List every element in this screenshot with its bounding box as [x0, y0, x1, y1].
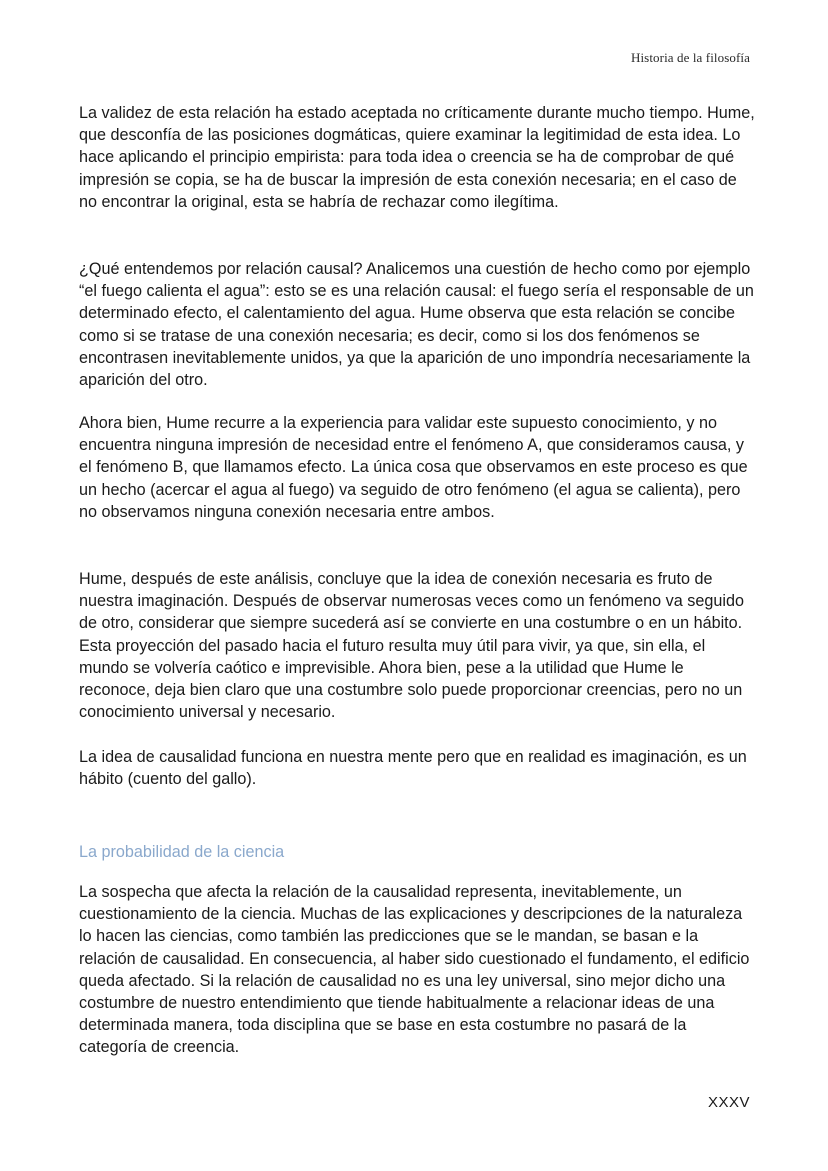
paragraph: Ahora bien, Hume recurre a la experiencia para validar este supuesto conocimiento, y no encuentra ninguna impresión de necesidad entre el fenómeno A, que consideramos causa, y el fenómeno B, que llamamos efecto. La única cosa que observamos en este proceso es que un hecho (acercar el agua al fuego) va seguido de otro fenómeno (el agua se calienta), pero no observamos ninguna conexión necesaria entre ambos.	[79, 414, 748, 521]
paragraph: La validez de esta relación ha estado aceptada no críticamente durante mucho tiempo. Hume, que desconfía de las posiciones dogmáticas, quiere examinar la legitimidad de esta idea. Lo hace aplicando el principio empirista: para toda idea o creencia se ha de comprobar de qué impresión se copia, se ha de buscar la impresión de esta conexión necesaria; en el caso de no encontrar la original, esta se habría de rechazar como ilegítima.	[79, 104, 755, 211]
running-header: Historia de la filosofía	[630, 50, 750, 65]
paragraph: ¿Qué entendemos por relación causal? Analicemos una cuestión de hecho como por ejemplo “el fuego calienta el agua”: esto se es una relación causal: el fuego sería el responsable de un determinado efecto, el calentamiento del agua. Hume observa que esta relación se concibe como si se tratase de una conexión necesaria; es decir, como si los dos fenómenos se encontrasen inevitablemente unidos, ya que la aparición de uno impondría necesariamente la aparición del otro.	[79, 260, 754, 390]
paragraph: La idea de causalidad funciona en nuestra mente pero que en realidad es imaginación, es un hábito (cuento del gallo).	[79, 748, 747, 789]
section-paragraph: La sospecha que afecta la relación de la causalidad representa, inevitablemente, un cuestionamiento de la ciencia. Muchas de las explicaciones y descripciones de la naturaleza lo hacen las ciencias, como también las predicciones que se le mandan, se basan e la relación de causalidad. En consecuencia, al haber sido cuestionado el fundamento, el edificio queda afectado. Si la relación de causalidad no es una ley universal, sino mejor dicho una costumbre de nuestro entendimiento que tiende habitualmente a relacionar ideas de una determinada manera, toda disciplina que se base en esta costumbre no pasará de la categoría de creencia.	[79, 883, 750, 1057]
section-heading: La probabilidad de la ciencia	[79, 843, 285, 861]
page-number: XXXV	[707, 1094, 750, 1111]
paragraph: Hume, después de este análisis, concluye que la idea de conexión necesaria es fruto de nuestra imaginación. Después de observar numerosas veces como un fenómeno va seguido de otro, considerar que siempre sucederá así se convierte en una costumbre o en un hábito. Esta proyección del pasado hacia el futuro resulta muy útil para vivir, ya que, sin ella, el mundo se volvería caótico e imprevisible. Ahora bien, pese a la utilidad que Hume le reconoce, deja bien claro que una costumbre solo puede proporcionar creencias, pero no un conocimiento universal y necesario.	[79, 570, 744, 722]
